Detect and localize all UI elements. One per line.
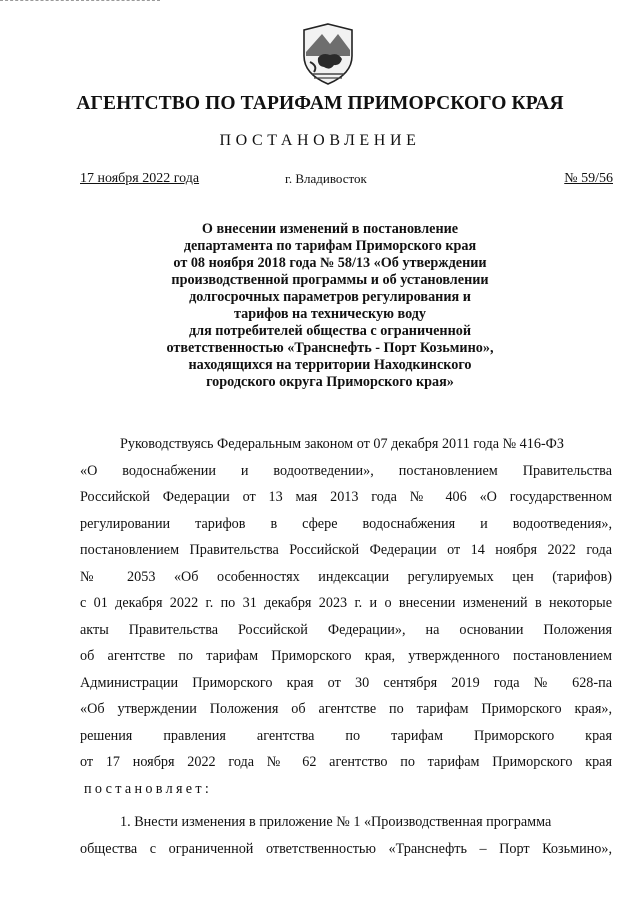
- body-line: «Об утверждении Положения об агентстве по тарифам Приморского края»,: [80, 701, 612, 717]
- body-line: Руководствуясь Федеральным законом от 07 декабря 2011 года № 416-ФЗ: [120, 436, 564, 452]
- title-line: находящихся на территории Находкинского: [188, 357, 472, 373]
- body-line: от 17 ноября 2022 года № 62 агентство по тарифам Приморского края: [80, 754, 612, 770]
- body-line: 1. Внести изменения в приложение № 1 «Производственная программа: [120, 814, 552, 830]
- scan-edge-line: [0, 0, 160, 1]
- body-line: акты Правительства Российской Федерации», на основании Положения: [80, 621, 612, 638]
- document-number: № 59/56: [564, 171, 613, 186]
- body-line: постановлением Правительства Российской Федерации от 14 ноября 2022 года: [80, 542, 612, 558]
- body-line: общества с ограниченной ответственностью «Транснефть – Порт Козьмино»,: [80, 840, 612, 857]
- document-body: [80, 431, 612, 862]
- title-line: тарифов на техническую воду: [233, 306, 427, 322]
- body-line: Российской Федерации от 13 мая 2013 года № 406 «О государственном: [80, 489, 612, 505]
- title-line: департамента по тарифам Приморского края: [183, 238, 477, 254]
- title-line: городского округа Приморского края»: [206, 374, 454, 390]
- title-line: для потребителей общества с ограниченной: [188, 323, 472, 339]
- document-title: [100, 221, 560, 391]
- title-line: от 08 ноября 2018 года № 58/13 «Об утверждении: [173, 255, 487, 271]
- body-line: № 2053 «Об особенностях индексации регулируемых цен (тарифов): [80, 568, 612, 585]
- coat-of-arms-emblem: [300, 22, 356, 86]
- title-line: ответственностью «Транснефть - Порт Козьмино»,: [166, 340, 494, 356]
- document-date: 17 ноября 2022 года: [80, 171, 200, 186]
- title-line: О внесении изменений в постановление: [201, 221, 459, 237]
- document-city: г. Владивосток: [285, 171, 367, 186]
- document-type: ПОСТАНОВЛЕНИЕ: [219, 132, 421, 149]
- title-line: производственной программы и об установлении: [171, 272, 489, 288]
- body-line: регулировании тарифов в сфере водоснабжения и водоотведения»,: [80, 515, 612, 532]
- body-line: решения правления агентства по тарифам Приморского края: [80, 727, 612, 744]
- agency-name: АГЕНТСТВО ПО ТАРИФАМ ПРИМОРСКОГО КРАЯ: [76, 93, 564, 114]
- body-line: с 01 декабря 2022 г. по 31 декабря 2023 г. и о внесении изменений в некоторые: [80, 595, 612, 611]
- resolves-word: постановляет:: [84, 780, 213, 797]
- body-line: Администрации Приморского края от 30 сентября 2019 года № 628-па: [80, 674, 612, 691]
- body-line: «О водоснабжении и водоотведении», постановлением Правительства: [80, 462, 612, 479]
- body-line: об агентстве по тарифам Приморского края, утвержденного постановлением: [80, 648, 612, 664]
- title-line: долгосрочных параметров регулирования и: [189, 289, 471, 305]
